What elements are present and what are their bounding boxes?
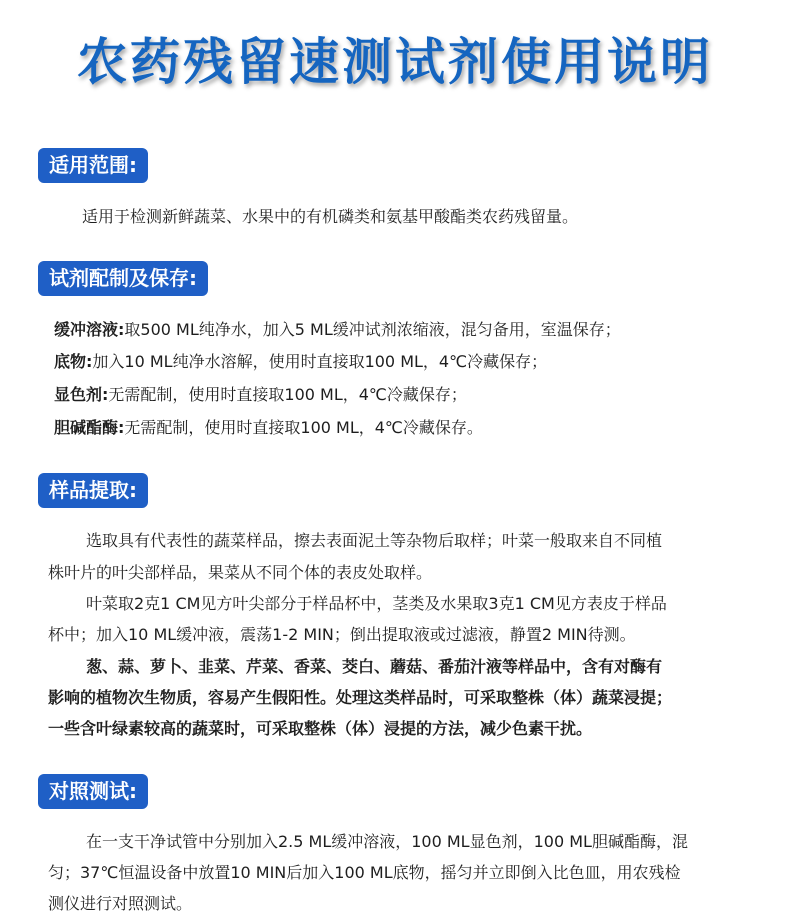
reagent-item (54, 318, 621, 342)
section-heading-scope: 适用范围: (38, 148, 148, 183)
reagent-item (54, 350, 547, 374)
reagent-desc: 无需配制，使用时直接取100 ML，4℃冷藏保存。 (124, 418, 483, 437)
reagent-item (54, 416, 483, 440)
extraction-paragraph-line: 株叶片的叶尖部样品，果菜从不同个体的表皮处取样。 (48, 563, 433, 582)
section-heading-control: 对照测试: (38, 774, 148, 809)
extraction-note-line: 一些含叶绿素较高的蔬菜时，可采取整株（体）浸提的方法，减少色素干扰。 (48, 719, 593, 738)
reagent-name: 底物: (54, 352, 93, 371)
reagent-name: 缓冲溶液: (54, 320, 125, 339)
control-paragraph-line: 匀；37℃恒温设备中放置10 MIN后加入100 ML底物，摇匀并立即倒入比色皿，用农残检 (48, 863, 681, 882)
reagent-desc: 加入10 ML纯净水溶解，使用时直接取100 ML，4℃冷藏保存； (92, 352, 548, 371)
extraction-note-line: 葱、蒜、萝卜、韭菜、芹菜、香菜、茭白、蘑菇、番茄汁液等样品中，含有对酶有 (86, 657, 663, 676)
page-title: 农药残留速测试剂使用说明 (77, 33, 713, 91)
scope-text: 适用于检测新鲜蔬菜、水果中的有机磷类和氨基甲酸酯类农药残留量。 (82, 207, 579, 226)
reagent-name: 胆碱酯酶: (54, 418, 125, 437)
extraction-note-line: 影响的植物次生物质，容易产生假阳性。处理这类样品时，可采取整株（体）蔬菜浸提； (48, 688, 673, 707)
extraction-paragraph-line: 选取具有代表性的蔬菜样品，擦去表面泥土等杂物后取样；叶菜一般取来自不同植 (86, 531, 663, 550)
extraction-paragraph-line: 杯中；加入10 ML缓冲液，震荡1-2 MIN；倒出提取液或过滤液，静置2 MIN待测。 (48, 625, 636, 644)
control-paragraph-line: 在一支干净试管中分别加入2.5 ML缓冲溶液，100 ML显色剂，100 ML胆碱酯酶，混 (86, 832, 688, 851)
reagent-desc: 无需配制，使用时直接取100 ML，4℃冷藏保存； (108, 385, 467, 404)
reagent-name: 显色剂: (54, 385, 109, 404)
section-heading-extraction: 样品提取: (38, 473, 148, 508)
extraction-paragraph-line: 叶菜取2克1 CM见方叶尖部分于样品杯中，茎类及水果取3克1 CM见方表皮于样品 (86, 594, 667, 613)
reagent-item (54, 383, 467, 407)
section-heading-reagents: 试剂配制及保存: (38, 261, 208, 296)
reagent-desc: 取500 ML纯净水，加入5 ML缓冲试剂浓缩液，混匀备用，室温保存； (124, 320, 621, 339)
control-paragraph-line: 测仪进行对照测试。 (48, 894, 193, 913)
